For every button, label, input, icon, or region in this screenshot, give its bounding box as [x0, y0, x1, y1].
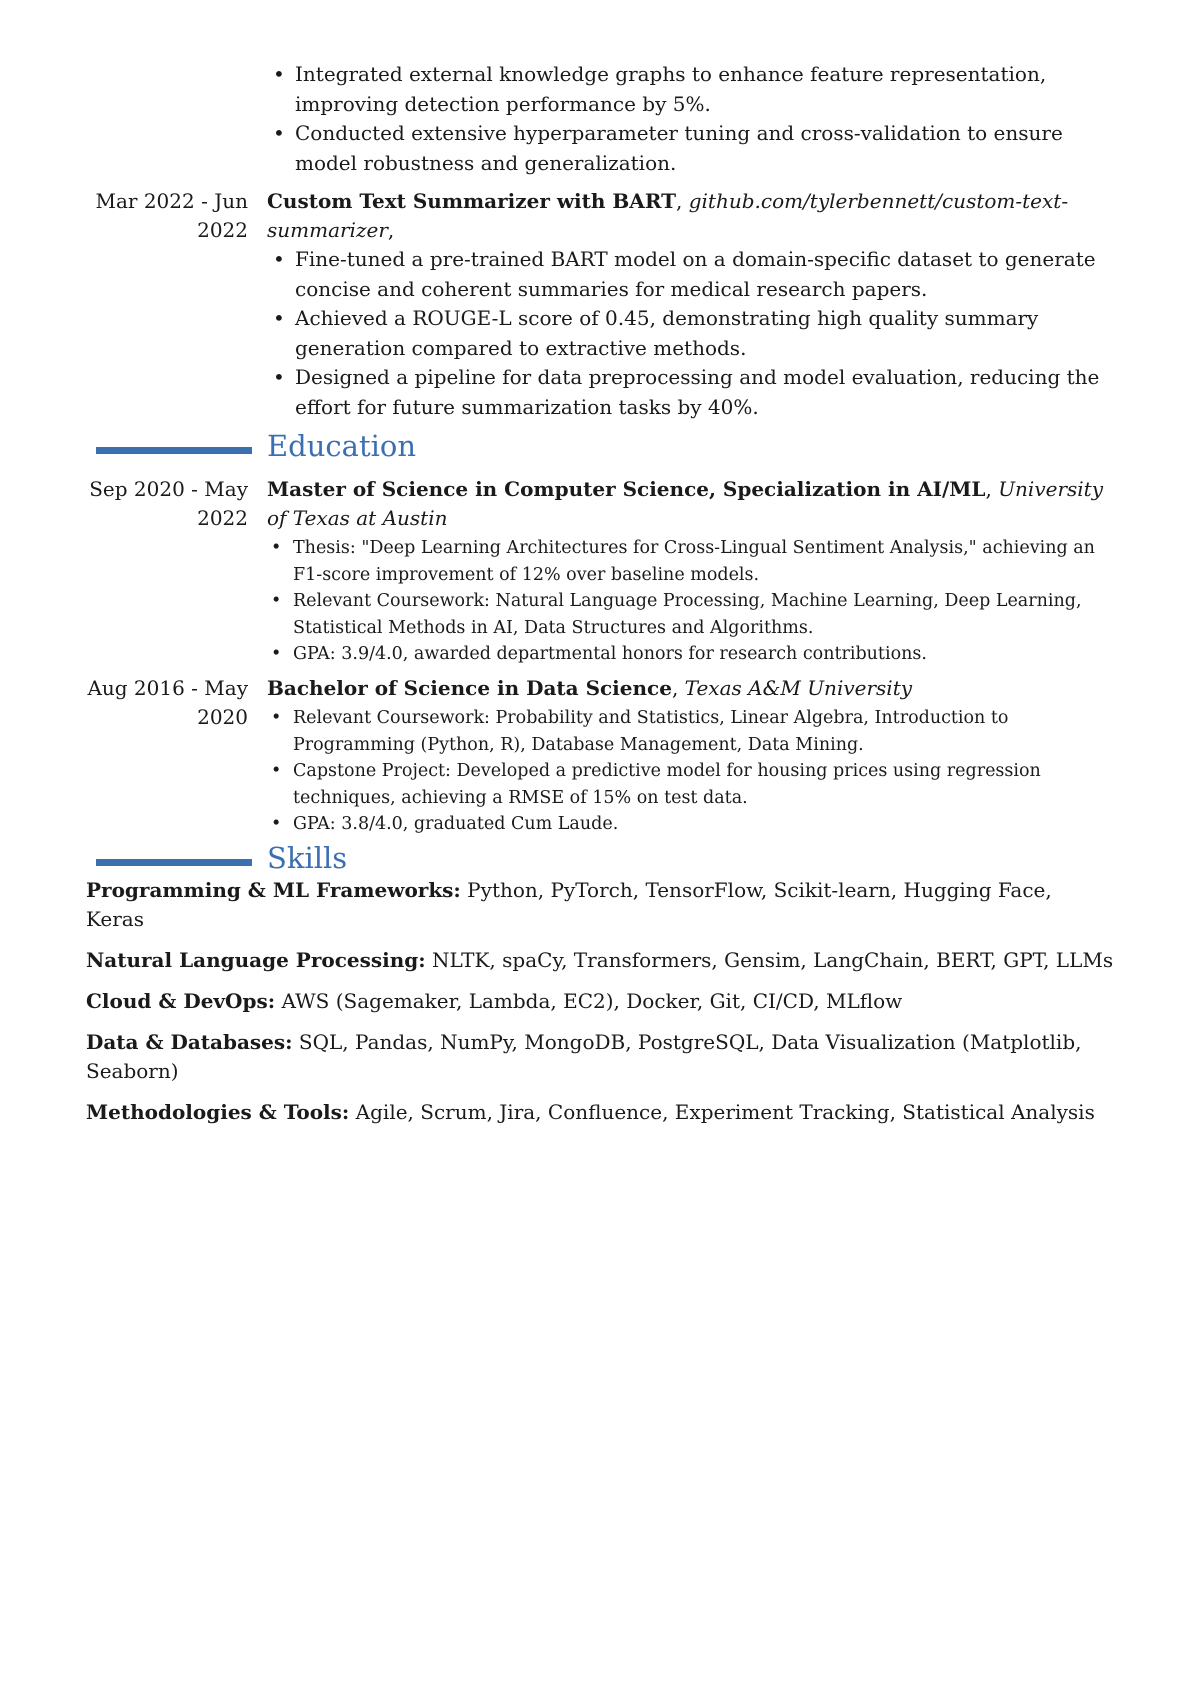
skill-row	[86, 1098, 1116, 1127]
trailing-comma: ,	[387, 218, 395, 242]
separator: ,	[985, 477, 999, 501]
section-rule	[96, 859, 252, 866]
institution: University of Texas at Austin	[267, 477, 1104, 530]
bullet-item: • Fine-tuned a pre-trained BART model on a domain-specific dataset to generate concise and coherent summaries for medical research papers.	[267, 245, 1105, 304]
skill-row	[86, 1028, 1116, 1086]
bullet-list	[267, 535, 1105, 668]
skill-category: Methodologies & Tools:	[86, 1100, 350, 1124]
skill-items: Python, PyTorch, TensorFlow, Scikit-learn, Hugging Face, Keras	[86, 878, 1052, 931]
skill-category: Natural Language Processing:	[86, 948, 426, 972]
skill-items: NLTK, spaCy, Transformers, Gensim, LangChain, BERT, GPT, LLMs	[425, 948, 1114, 972]
entry-content	[267, 475, 1105, 668]
section-title: Skills	[267, 841, 348, 875]
skill-row	[86, 987, 1116, 1016]
skill-category: Data & Databases:	[86, 1030, 293, 1054]
entry-heading	[267, 674, 1105, 703]
separator: ,	[675, 189, 689, 213]
section-rule	[96, 447, 252, 454]
entry-content	[267, 187, 1105, 422]
bullet-item: • Thesis: "Deep Learning Architectures for Cross-Lingual Sentiment Analysis," achieving an F1-score improvement of 12% over baseline models.	[267, 535, 1105, 588]
bullet-list	[267, 245, 1105, 422]
section-title: Education	[267, 429, 417, 463]
bullet-item: • Capstone Project: Developed a predictive model for housing prices using regression techniques, achieving a RMSE of 15% on test data.	[267, 758, 1105, 811]
project-continued-content	[267, 60, 1105, 178]
degree-title: Master of Science in Computer Science, Specialization in AI/ML	[267, 477, 986, 501]
bullet-item: • GPA: 3.8/4.0, graduated Cum Laude.	[267, 811, 1105, 838]
bullet-item: • Integrated external knowledge graphs to enhance feature representation, improving detection performance by 5%.	[267, 60, 1105, 119]
skill-category: Cloud & DevOps:	[86, 989, 276, 1013]
entry-heading	[267, 187, 1105, 245]
institution: Texas A&M University	[684, 676, 913, 700]
bullet-item: • Relevant Coursework: Probability and Statistics, Linear Algebra, Introduction to Programming (Python, R), Database Management, Data Mining.	[267, 705, 1105, 758]
section-skills	[0, 841, 1190, 878]
skill-items: Agile, Scrum, Jira, Confluence, Experiment Tracking, Statistical Analysis	[349, 1100, 1095, 1124]
bullet-item: • GPA: 3.9/4.0, awarded departmental honors for research contributions.	[267, 641, 1105, 668]
entry-date: Mar 2022 - Jun 2022	[95, 189, 248, 242]
project-link[interactable]: github.com/tylerbennett/custom-text-summarizer	[267, 189, 1069, 242]
bullet-item: • Achieved a ROUGE-L score of 0.45, demonstrating high quality summary generation compared to extractive methods.	[267, 304, 1105, 363]
skills-list	[86, 876, 1116, 1139]
separator: ,	[671, 676, 685, 700]
section-education	[0, 429, 1190, 466]
bullet-item: • Relevant Coursework: Natural Language Processing, Machine Learning, Deep Learning, Statistical Methods in AI, Data Structures and Algorithms.	[267, 588, 1105, 641]
entry-date: Sep 2020 - May 2022	[89, 477, 248, 530]
skill-items: AWS (Sagemaker, Lambda, EC2), Docker, Git, CI/CD, MLflow	[275, 989, 903, 1013]
bullet-list	[267, 60, 1105, 178]
skill-row	[86, 876, 1116, 934]
skill-row	[86, 946, 1116, 975]
entry-content	[267, 674, 1105, 838]
skill-category: Programming & ML Frameworks:	[86, 878, 461, 902]
degree-title: Bachelor of Science in Data Science	[267, 676, 672, 700]
project-title: Custom Text Summarizer with BART	[267, 189, 676, 213]
entry-date: Aug 2016 - May 2020	[87, 676, 248, 729]
bullet-item: • Designed a pipeline for data preprocessing and model evaluation, reducing the effort for future summarization tasks by 40%.	[267, 363, 1105, 422]
entry-heading	[267, 475, 1105, 533]
bullet-item: • Conducted extensive hyperparameter tuning and cross-validation to ensure model robustness and generalization.	[267, 119, 1105, 178]
skill-items: SQL, Pandas, NumPy, MongoDB, PostgreSQL, Data Visualization (Matplotlib, Seaborn)	[86, 1030, 1082, 1083]
bullet-list	[267, 705, 1105, 838]
